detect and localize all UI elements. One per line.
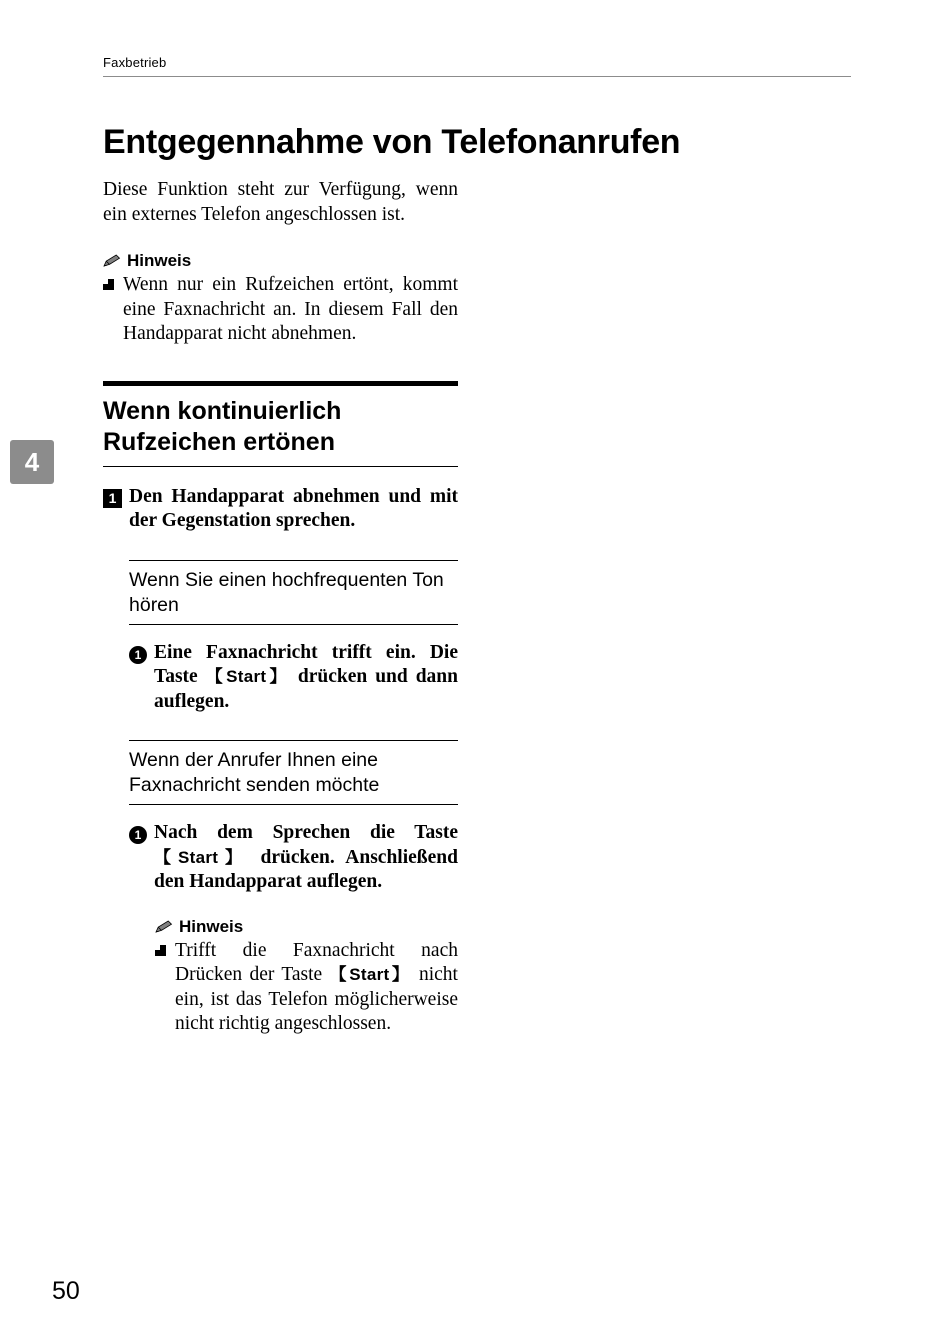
substep-text-before: Eine Faxnachricht trifft ein. Die Taste: [154, 641, 458, 687]
substep-number: 1: [129, 826, 147, 844]
note-label: Hinweis: [127, 251, 192, 270]
running-head-text: Faxbetrieb: [103, 55, 167, 70]
substep-text-after: drücken. Anschließend den Handapparat auflegen.: [154, 846, 458, 892]
note-label: Hinweis: [179, 916, 244, 936]
note-item: [103, 273, 458, 347]
note-item: [155, 939, 458, 1037]
running-header: [103, 55, 851, 77]
start-key-label: 【Start】: [329, 965, 412, 984]
subsection-rule-bottom: [129, 624, 458, 625]
page-title: Entgegennahme von Telefonanrufen: [103, 122, 681, 161]
note-heading: [155, 917, 458, 937]
chapter-tab: [10, 440, 54, 484]
step-number: 1: [103, 489, 122, 508]
note-text-before: Trifft die Faxnachricht nach Drücken der Taste: [175, 939, 458, 985]
start-key-label: 【Start】: [205, 667, 290, 686]
content-column: [103, 178, 458, 1037]
subsection-title: Wenn der Anrufer Ihnen eine Faxnachricht senden möchte: [129, 749, 380, 796]
subsection-2: [129, 740, 458, 805]
note-bullet-icon: [155, 939, 167, 1037]
note-heading: [103, 251, 458, 271]
intro-paragraph: Diese Funktion steht zur Verfügung, wenn ein externes Telefon angeschlossen ist.: [103, 179, 458, 225]
note-item-text: [175, 939, 458, 1037]
section-title: Wenn kontinuierlich Rufzeichen ertönen: [103, 396, 342, 456]
substep-number: 1: [129, 646, 147, 664]
pencil-icon: [155, 920, 173, 934]
substep-text-after: drücken und dann auflegen.: [154, 666, 458, 712]
substep-item: [129, 821, 458, 895]
step-item: [103, 485, 458, 534]
step-text: Den Handapparat abnehmen und mit der Gegenstation sprechen.: [129, 485, 458, 531]
note-bullet-icon: [103, 273, 115, 347]
substep-item: [129, 641, 458, 715]
substep-text: [154, 641, 458, 715]
subsection-title: Wenn Sie einen hochfrequenten Ton hören: [129, 568, 444, 616]
subsection-rule-bottom: [129, 804, 458, 805]
page-number: 50: [52, 1277, 80, 1305]
note-item-text: Wenn nur ein Rufzeichen ertönt, kommt eine Faxnachricht an. In diesem Fall den Handapparat nicht abnehmen.: [123, 274, 458, 344]
nested-note: [155, 917, 458, 1037]
subsection-1: [129, 560, 458, 625]
header-divider: [103, 76, 851, 77]
note-text-after: nicht ein, ist das Telefon möglicherweise nicht richtig angeschlossen.: [175, 964, 458, 1034]
section-rule-bottom: [103, 466, 458, 467]
pencil-icon: [103, 254, 121, 268]
chapter-number: 4: [24, 446, 40, 477]
substep-text-before: Nach dem Sprechen die Taste: [154, 822, 458, 843]
substep-text: [154, 821, 458, 895]
start-key-label: 【Start】: [154, 847, 249, 867]
